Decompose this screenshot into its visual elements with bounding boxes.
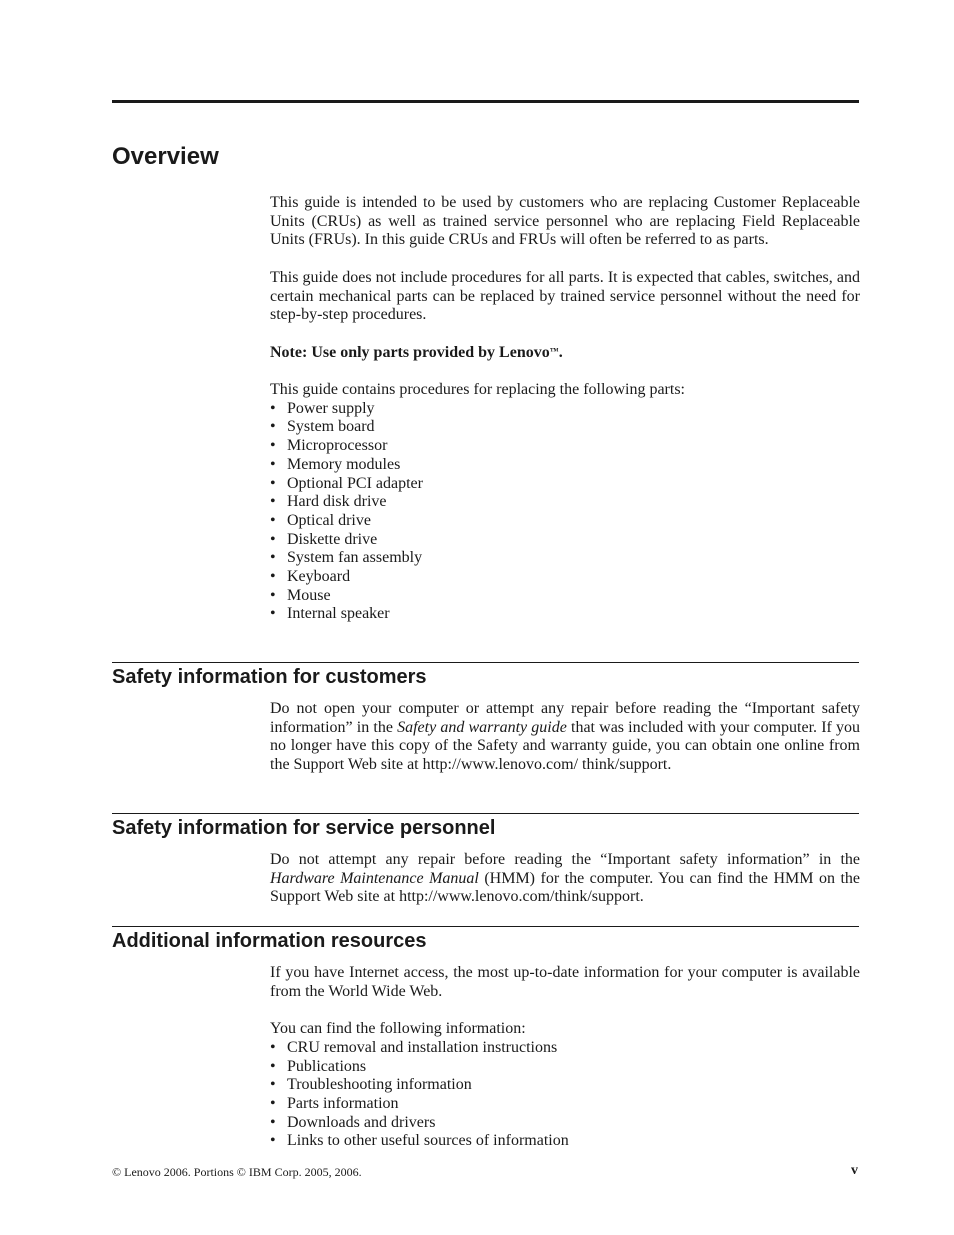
safety-service-paragraph bbox=[270, 851, 860, 907]
list-item: • System fan assembly bbox=[270, 549, 860, 568]
note bbox=[270, 344, 860, 363]
section-rule bbox=[112, 926, 859, 927]
parts-list bbox=[270, 400, 860, 624]
list-item: • Optical drive bbox=[270, 512, 860, 531]
text-run: that was included with your computer. If you no longer have this copy of the Safety and warranty guide, you can obtain one online from the Support Web site at http://www.lenovo.com/ think/support. bbox=[270, 718, 861, 774]
list-item: • Optional PCI adapter bbox=[270, 475, 860, 494]
list-item: • Memory modules bbox=[270, 456, 860, 475]
parts-list-intro: This guide contains procedures for replacing the following parts: bbox=[270, 380, 685, 398]
text-run: (HMM) for the computer. You can find the HMM on the Support Web site at http://www.lenovo.com/think/support. bbox=[270, 869, 861, 906]
additional-body bbox=[270, 964, 860, 1151]
safety-service-body bbox=[270, 851, 860, 907]
page-number: v bbox=[851, 1163, 858, 1178]
note-end: . bbox=[558, 343, 563, 361]
section-title-safety-service: Safety information for service personnel bbox=[112, 817, 496, 839]
page-title: Overview bbox=[112, 143, 219, 170]
list-item: • Microprocessor bbox=[270, 437, 860, 456]
note-text: Note: Use only parts provided by Lenovo bbox=[270, 343, 550, 361]
list-item: • Hard disk drive bbox=[270, 493, 860, 512]
overview-body bbox=[270, 194, 860, 624]
list-item: • Power supply bbox=[270, 400, 860, 419]
safety-guide-title: Safety and warranty guide bbox=[397, 718, 567, 736]
list-item: • Mouse bbox=[270, 587, 860, 606]
overview-paragraph-2: This guide does not include procedures for all parts. It is expected that cables, switches, and certain mechanical parts can be replaced by trained service personnel without the need for step-by-step procedures. bbox=[270, 268, 860, 324]
list-item: • Internal speaker bbox=[270, 605, 860, 624]
info-list bbox=[270, 1039, 860, 1151]
section-title-additional: Additional information resources bbox=[112, 930, 427, 952]
safety-customers-paragraph bbox=[270, 700, 860, 775]
list-item: • CRU removal and installation instructions bbox=[270, 1039, 860, 1058]
hmm-title: Hardware Maintenance Manual bbox=[270, 869, 479, 887]
list-item: • Diskette drive bbox=[270, 531, 860, 550]
text-run: Do not attempt any repair before reading the “Important safety information” in the bbox=[270, 851, 860, 868]
text-run: Do not open your computer or attempt any repair before reading the “Important safety information” in the bbox=[270, 700, 860, 736]
list-item: • System board bbox=[270, 418, 860, 437]
section-title-safety-customers: Safety information for customers bbox=[112, 666, 427, 688]
top-rule bbox=[112, 100, 859, 103]
additional-paragraph-1: If you have Internet access, the most up-to-date information for your computer is available from the World Wide Web. bbox=[270, 964, 860, 1000]
list-item: • Downloads and drivers bbox=[270, 1114, 860, 1133]
list-item: • Publications bbox=[270, 1058, 860, 1077]
list-item: • Parts information bbox=[270, 1095, 860, 1114]
section-rule bbox=[112, 813, 859, 814]
overview-paragraph-1: This guide is intended to be used by customers who are replacing Customer Replaceable Units (CRUs) as well as trained service personnel who are replacing Field Replaceable Units (FRUs). In this guide CRUs and FRUs will often be referred to as parts. bbox=[270, 194, 860, 249]
list-item: • Troubleshooting information bbox=[270, 1076, 860, 1095]
list-item: • Keyboard bbox=[270, 568, 860, 587]
safety-customers-body bbox=[270, 700, 860, 775]
list-item: • Links to other useful sources of information bbox=[270, 1132, 860, 1151]
trademark-symbol: ™ bbox=[549, 345, 559, 356]
info-list-intro: You can find the following information: bbox=[270, 1020, 526, 1038]
footer-copyright: © Lenovo 2006. Portions © IBM Corp. 2005, 2006. bbox=[112, 1165, 362, 1179]
section-rule bbox=[112, 662, 859, 663]
